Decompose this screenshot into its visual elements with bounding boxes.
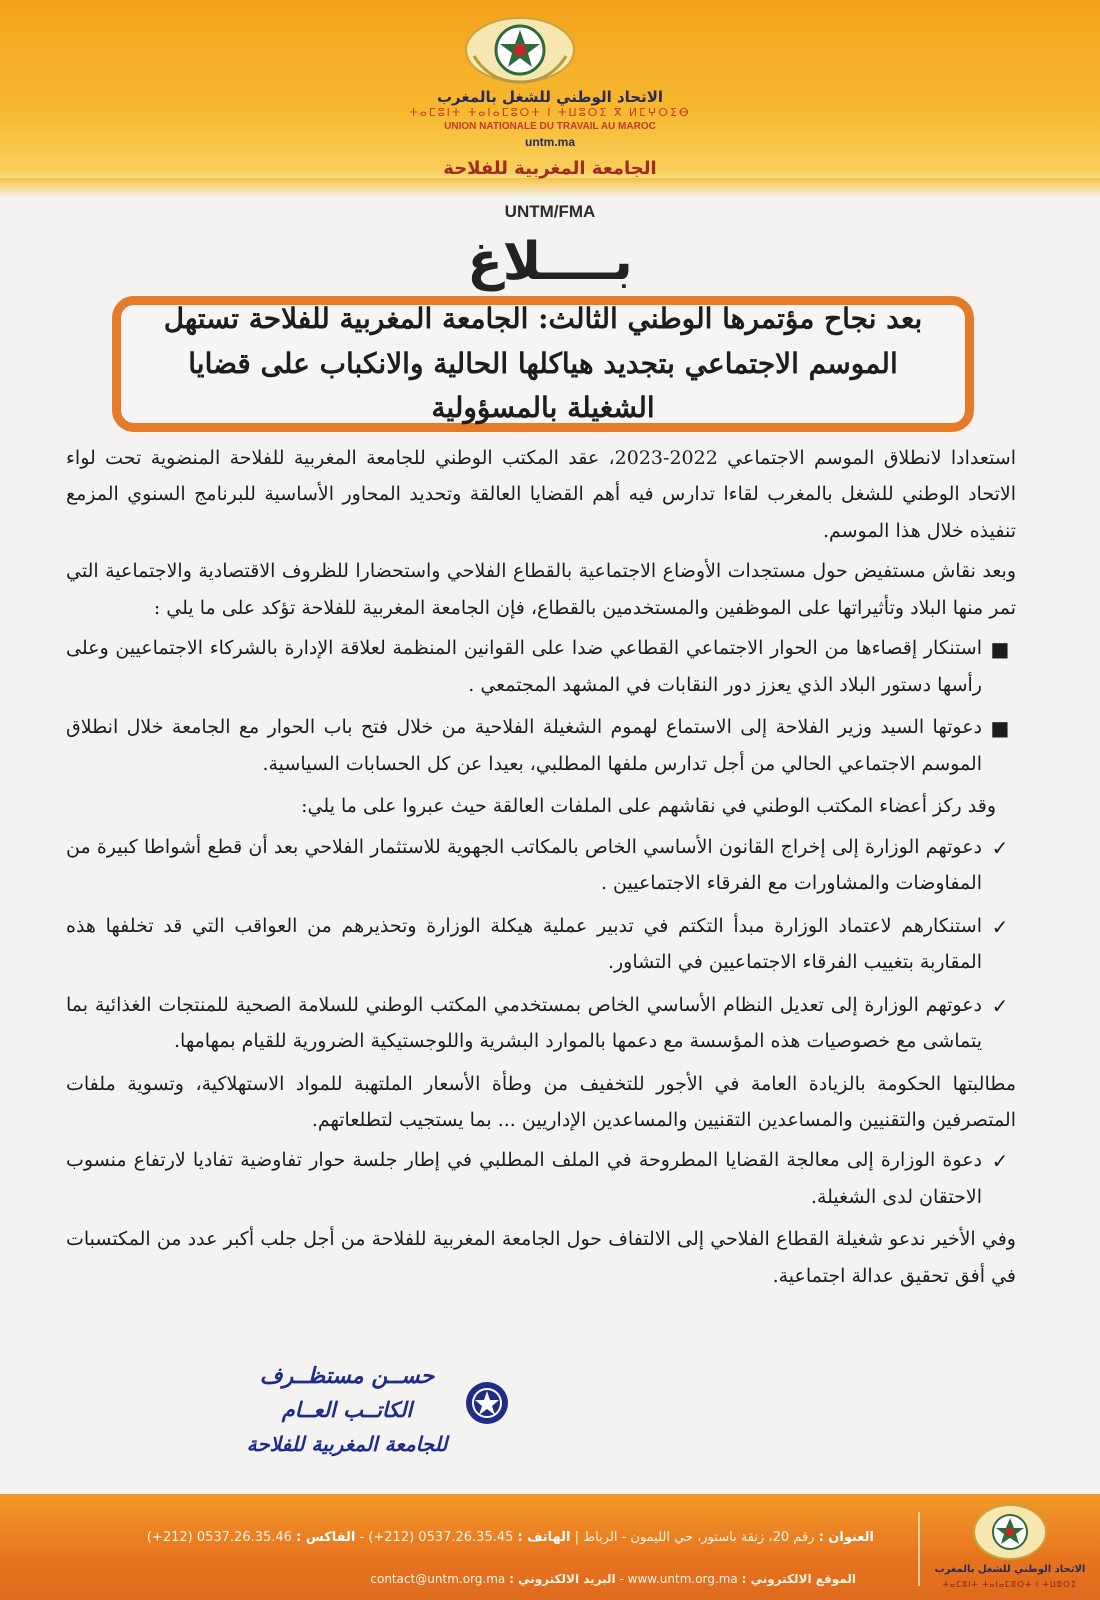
list-item-text: دعوتهم الوزارة إلى تعديل النظام الأساسي الخاص بمستخدمي المكتب الوطني للسلامة الصحية للمنتجات الغذائية بما يتماشى مع خصوصيات هذه المؤسسة مع دعمها بالموارد البشرية واللوجستيكية الضرورية للقيام بمهامها. — [66, 993, 982, 1053]
list-item-text: دعوتهم الوزارة إلى إخراج القانون الأساسي الخاص بالمكاتب الجهوية للاستثمار الفلاحي بعد أن قطع أشواطا كبيرة من المفاوضات والمشاورات مع الفرقاء الاجتماعيين . — [66, 835, 982, 895]
phone-value: (+212) 0537.26.35.45 — [368, 1530, 514, 1545]
email-link[interactable]: contact@untm.org.ma — [370, 1572, 506, 1586]
government-demand-paragraph: مطالبتها الحكومة بالزيادة العامة في الأجور للتخفيف من وطأة الأسعار الملتهبة للمواد الاستهلاكية، وتسوية ملفات المتصرفين والتقنيين والمساعدين التقنيين والمساعدين الإداريين ... بما يستجيب لتطلعاتهم. — [66, 1072, 1016, 1131]
signatory-role: الكاتــب العــام — [281, 1398, 413, 1422]
union-website: untm.ma — [524, 135, 575, 149]
document-type-heading: بــــلاغ — [467, 232, 633, 292]
address-label: العنوان : — [818, 1530, 874, 1545]
list-item — [66, 829, 1016, 902]
list-item-text: استنكارهم لاعتماد الوزارة مبدأ التكتم في تدبير عملية هيكلة الوزارة وتحذيرهم من العواقب التي قد تخلفها هذه المقاربة بتغييب الفرقاء الاجتماعيين في التشاور. — [66, 914, 982, 974]
signatory-name: حســن مستظــرف — [259, 1364, 435, 1389]
footer-union-name: الاتحاد الوطني للشغل بالمغرب — [934, 1564, 1086, 1575]
list-item — [66, 1142, 1016, 1215]
signatory-organization: للجامعة المغربية للفلاحة — [246, 1432, 448, 1456]
footer-contact-line: العنوان : رقم 20، زنقة باستور، حي الليمون - الرباط | الهاتف : (+212) 0537.26.35.45 - الفاكس : (+212) 0537.26.35.46 — [146, 1530, 874, 1545]
square-bullet-icon: ■ — [990, 716, 1010, 741]
phone-label: الهاتف : — [517, 1530, 571, 1545]
closing-paragraph: وفي الأخير ندعو شغيلة القطاع الفلاحي إلى الالتفاف حول الجامعة المغربية للفلاحة من أجل جلب أكبر عدد من المكتسبات في أفق تحقيق عدالة اجتماعية. — [66, 1228, 1016, 1287]
list-item — [66, 709, 1016, 782]
checkmark-icon: ✓ — [991, 835, 1009, 860]
union-name-french: UNION NATIONALE DU TRAVAIL AU MAROC — [444, 121, 656, 132]
website-link[interactable]: www.untm.org.ma — [627, 1572, 738, 1586]
discussion-paragraph: وبعد نقاش مستفيض حول مستجدات الأوضاع الاجتماعية بالقطاع الفلاحي واستحضارا للظروف الاقتصادية والاجتماعية التي تمر منها البلاد وتأثيراتها على الموظفين والمستخدمين بالقطاع، فإن الجامعة المغربية للفلاحة تؤكد على ما يلي : — [66, 560, 1016, 619]
address-value: رقم 20، زنقة باستور، حي الليمون - الرباط — [583, 1530, 815, 1545]
federation-name: الجامعة المغربية للفلاحة — [443, 158, 657, 179]
union-logo-small — [970, 1502, 1050, 1562]
signature-block — [240, 1364, 510, 1484]
footer-union-tifinagh: ⵜⴰⵎⵓⵏⵜ ⵜⴰⵏⴰⵎⵓⵔⵜ ⵏ ⵜⵡⵓⵔⵉ — [942, 1580, 1078, 1589]
list-item — [66, 908, 1016, 981]
list-item — [66, 630, 1016, 703]
website-label: الموقع الالكتروني : — [741, 1572, 856, 1586]
checkmark-icon: ✓ — [991, 1149, 1009, 1174]
letterhead-fade — [0, 178, 1100, 198]
union-name-arabic: الاتحاد الوطني للشغل بالمغرب — [436, 88, 664, 106]
list-item — [66, 987, 1016, 1060]
list-item-text: استنكار إقصاءها من الحوار الاجتماعي القطاعي ضدا على القوانين المنظمة لعلاقة الإدارة بالشركاء الاجتماعيين وعلى رأسها دستور البلاد الذي يعزز دور النقابات في المشهد المجتمعي . — [66, 637, 982, 696]
communique-body — [66, 440, 1016, 1298]
email-label: البريد الالكتروني : — [509, 1572, 616, 1586]
stamp-icon — [464, 1380, 510, 1426]
checkmark-icon: ✓ — [991, 914, 1009, 939]
checkmark-icon: ✓ — [991, 993, 1009, 1018]
intro-paragraph: استعدادا لانطلاق الموسم الاجتماعي 2022-2023، عقد المكتب الوطني للجامعة المغربية للفلاحة المنضوية تحت لواء الاتحاد الوطني للشغل بالمغرب لقاءا تدارس فيه أهم القضايا العالقة وتحديد المحاور الأساسية للبرنامج السنوي المزمع تنفيذه خلال هذا الموسم. — [66, 447, 1016, 542]
federation-code: UNTM/FMA — [504, 202, 596, 221]
square-bullet-icon: ■ — [990, 637, 1010, 662]
union-logo-emblem — [460, 16, 580, 86]
title-box — [112, 296, 974, 432]
footer-web-line: الموقع الالكتروني : www.untm.org.ma - البريد الالكتروني : contact@untm.org.ma — [370, 1572, 856, 1586]
fax-label: الفاكس : — [296, 1530, 356, 1545]
list-item-text: دعوة الوزارة إلى معالجة القضايا المطروحة في الملف المطلبي في إطار جلسة حوار تفاوضية تفاديا لارتفاع منسوب الاحتقان لدى الشغيلة. — [66, 1149, 982, 1208]
fax-value: (+212) 0537.26.35.46 — [146, 1530, 292, 1545]
communique-title: بعد نجاح مؤتمرها الوطني الثالث: الجامعة المغربية للفلاحة تستهل الموسم الاجتماعي بتجديد هياكلها الحالية والانكباب على قضايا الشغيلة بالمسؤولية — [163, 301, 923, 425]
list-item-text: دعوتها السيد وزير الفلاحة إلى الاستماع لهموم الشغيلة الفلاحية من خلال فتح باب الحوار مع الجامعة خلال انطلاق الموسم الاجتماعي الحالي من أجل تدارس ملفها المطلبي، بعيدا عن كل الحسابات السياسية. — [66, 716, 982, 775]
focus-paragraph: وقد ركز أعضاء المكتب الوطني في نقاشهم على الملفات العالقة حيث عبروا على ما يلي: — [301, 795, 996, 818]
union-name-tifinagh: ⵜⴰⵎⵓⵏⵜ ⵜⴰⵏⴰⵎⵓⵔⵜ ⵏ ⵜⵡⵓⵔⵉ ⴳ ⵍⵎⵖⵔⵉⴱ — [409, 106, 691, 119]
